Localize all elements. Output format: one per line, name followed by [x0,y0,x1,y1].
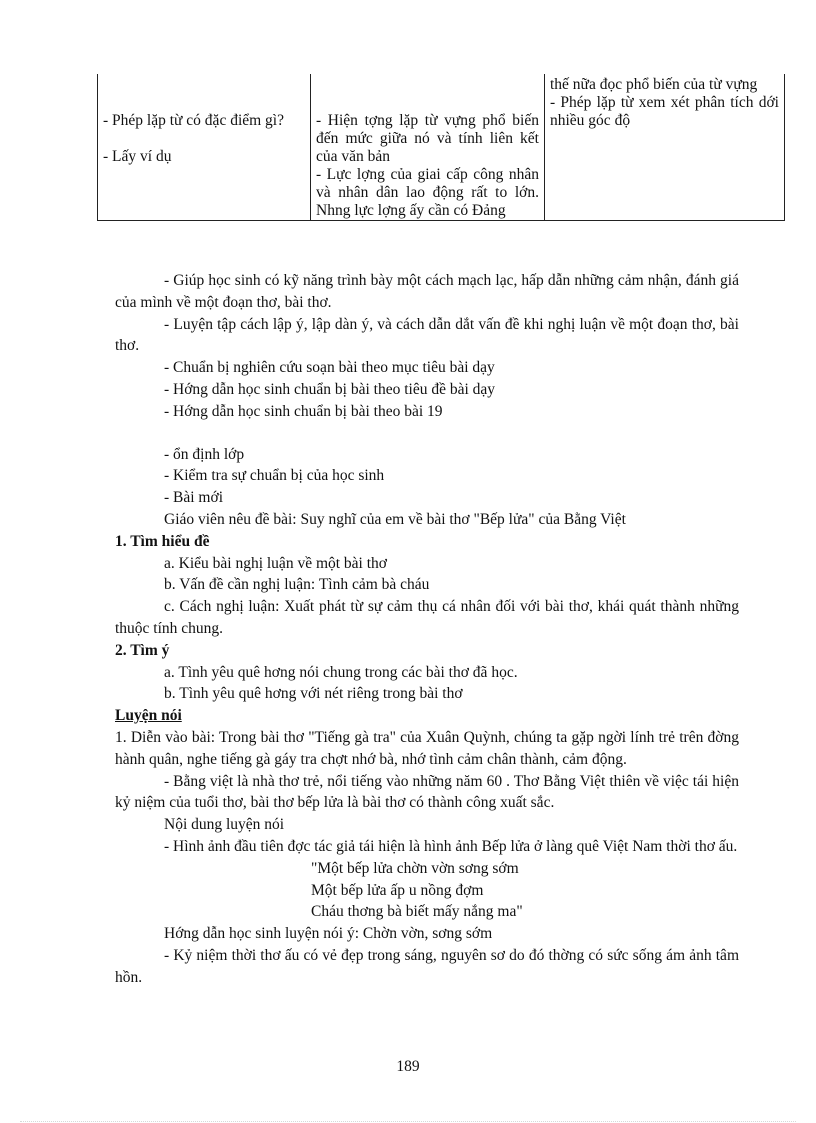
page-number: 189 [396,1058,420,1075]
paragraph: - Kiểm tra sự chuẩn bị của học sinh [164,467,385,485]
table-text: - Lực lợng của giai cấp công nhân và nhân dân lao động rất to lớn. Nhng lực lợng ấy cần có Đảng [316,166,539,219]
paragraph: - Bài mới [164,489,223,507]
poem-line: Cháu thơng bà biết mấy nắng ma" [311,903,523,921]
paragraph: b. Vấn đề cần nghị luận: Tình cảm bà cháu [164,576,430,594]
footer-divider [20,1121,796,1122]
table-cell-answers [311,74,545,221]
paragraph: - ổn định lớp [164,445,245,463]
paragraph: a. Kiểu bài nghị luận về một bài thơ [164,554,387,572]
paragraph: a. Tình yêu quê hơng nói chung trong các bài thơ đã học. [164,663,518,681]
table-text: thế nữa đọc phổ biến của từ vựng [550,76,758,93]
paragraph: - Bằng việt là nhà thơ trẻ, nổi tiếng vào những năm 60 . Thơ Bằng Việt thiên về việc tái hiện kỷ niệm của tuổi thơ, bài thơ bếp lửa là bài thơ có thành công xuất sắc. [115,772,739,812]
paragraph: - Kỷ niệm thời thơ ấu có vẻ đẹp trong sáng, nguyên sơ do đó thờng có sức sống ám ảnh tâm hồn. [115,946,739,986]
table-row [98,74,785,221]
poem-line: "Một bếp lửa chờn vờn sơng sớm [311,859,519,877]
paragraph: c. Cách nghị luận: Xuất phát từ sự cảm thụ cá nhân đối với bài thơ, khái quát thành những thuộc tính chung. [115,598,739,637]
paragraph: Nội dung luyện nói [164,816,285,834]
paragraph: - Luyện tập cách lập ý, lập dàn ý, và cách dẫn dắt vấn đề khi nghị luận về một đoạn thơ, bài thơ. [115,315,739,355]
document-body [115,270,739,989]
table-cell-notes [545,74,785,221]
paragraph: - Hình ảnh đầu tiên đợc tác giả tái hiện là hình ảnh Bếp lửa ở làng quê Việt Nam thời thơ ấu. [164,837,738,855]
section-heading: 1. Tìm hiểu đề [115,532,210,550]
lesson-table [97,74,785,221]
section-heading: 2. Tìm ý [115,641,170,659]
table-text: - Lấy ví dụ [103,148,172,165]
paragraph: - Hớng dẫn học sinh chuẩn bị bài theo tiêu đề bài dạy [164,380,496,398]
paragraph: 1. Diễn vào bài: Trong bài thơ "Tiếng gà tra" của Xuân Quỳnh, chúng ta gặp ngời lính trẻ trên đờng hành quân, nghe tiếng gà gáy tra chợt nhớ bà, nhớ tình cảm chân thành, cảm động. [115,728,739,768]
paragraph: Hớng dẫn học sinh luyện nói ý: Chờn vờn, sơng sớm [164,925,493,943]
paragraph: b. Tình yêu quê hơng với nét riêng trong bài thơ [164,685,463,703]
paragraph: - Chuẩn bị nghiên cứu soạn bài theo mục tiêu bài dạy [164,359,495,377]
paragraph: Giáo viên nêu đề bài: Suy nghĩ của em về bài thơ "Bếp lửa" của Bằng Việt [164,510,626,528]
poem-line: Một bếp lửa ấp u nồng đợm [311,881,484,899]
paragraph: - Hớng dẫn học sinh chuẩn bị bài theo bài 19 [164,402,443,420]
table-text: - Phép lặp từ có đặc điểm gì? [103,112,284,129]
table-cell-questions [98,74,311,221]
section-heading: Luyện nói [115,707,182,725]
table-text: - Phép lặp từ xem xét phân tích dới nhiều góc độ [550,94,779,129]
paragraph: - Giúp học sinh có kỹ năng trình bày một cách mạch lạc, hấp dẫn những cảm nhận, đánh giá của mình về một đoạn thơ, bài thơ. [115,272,739,311]
table-text: - Hiện tợng lặp từ vựng phổ biến đến mức giữa nó và tính liên kết của văn bản [316,112,539,165]
